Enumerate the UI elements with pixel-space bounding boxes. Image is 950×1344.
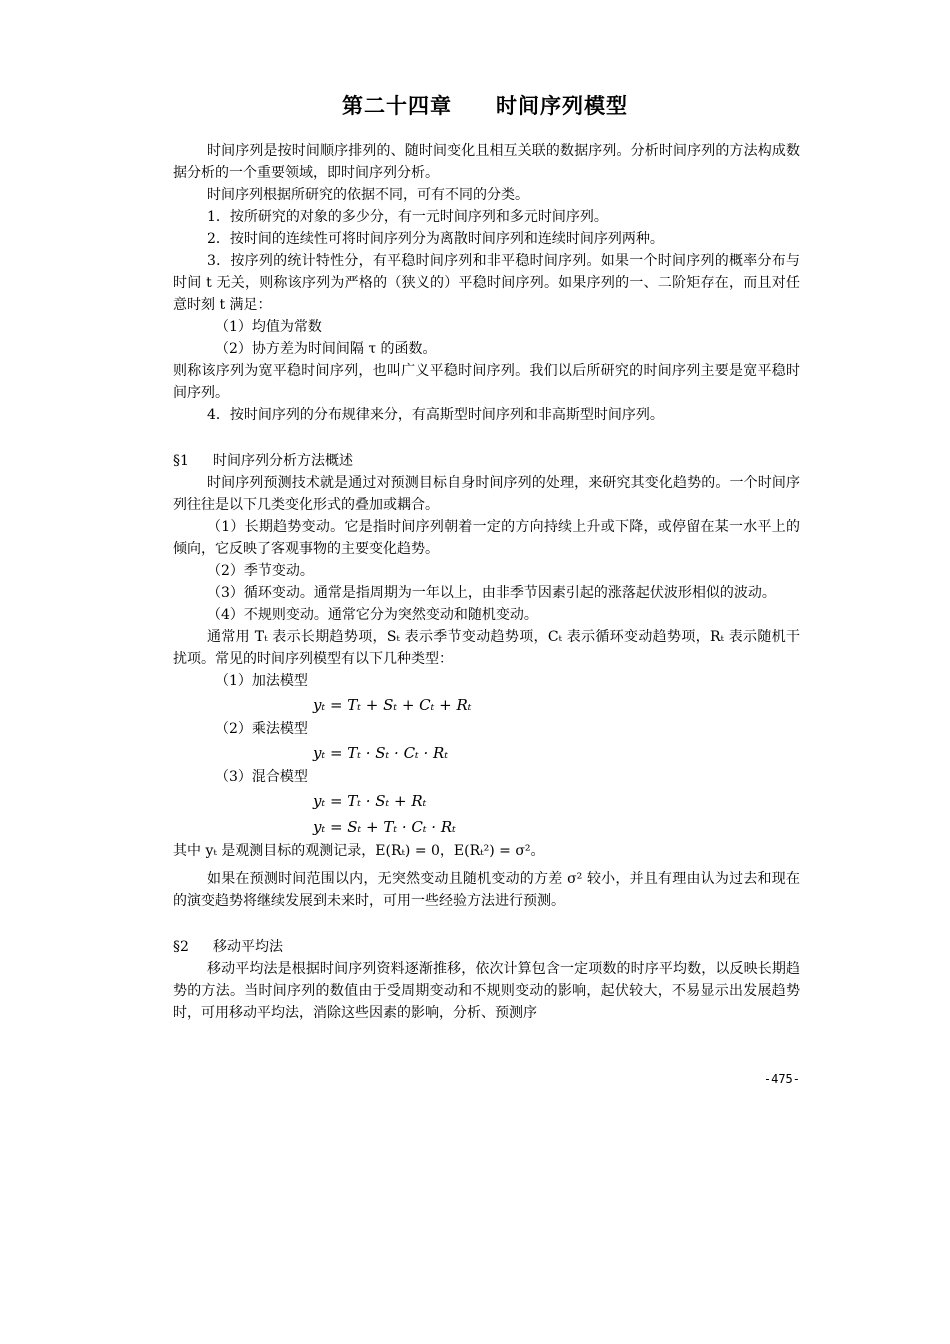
classification-item-2: 2．按时间的连续性可将时间序列分为离散时间序列和连续时间序列两种。 — [207, 231, 664, 247]
notation-paragraph: 通常用 Tₜ 表示长期趋势项，Sₜ 表示季节变动趋势项，Cₜ 表示循环变动趋势项，Rₜ 表示随机干扰项。常见的时间序列模型有以下几种类型： — [173, 629, 800, 667]
observation-note: 其中 yₜ 是观测目标的观测记录，E(Rₜ) = 0，E(Rₜ²) = σ²。 — [173, 843, 545, 859]
section-1-paragraph: 时间序列预测技术就是通过对预测目标自身时间序列的处理，来研究其变化趋势的。一个时间序列往往是以下几类变化形式的叠加或耦合。 — [173, 475, 800, 513]
section-2-heading — [173, 936, 800, 958]
variation-cyclic: （3）循环变动。通常是指周期为一年以上，由非季节因素引起的涨落起伏波形相似的波动。 — [207, 585, 776, 601]
wide-stationary-definition: 则称该序列为宽平稳时间序列，也叫广义平稳时间序列。我们以后所研究的时间序列主要是宽平稳时间序列。 — [173, 363, 800, 401]
section-1-heading — [173, 450, 800, 472]
additive-model-label: （1）加法模型 — [215, 673, 308, 689]
variation-irregular: （4）不规则变动。通常它分为突然变动和随机变动。 — [207, 607, 538, 623]
section-1-closing: 如果在预测时间范围以内，无突然变动且随机变动的方差 σ² 较小，并且有理由认为过去和现在的演变趋势将继续发展到未来时，可用一些经验方法进行预测。 — [173, 871, 800, 909]
page-number: -475- — [763, 1072, 800, 1086]
section-1-title: 时间序列分析方法概述 — [213, 453, 353, 469]
condition-2: （2）协方差为时间间隔 τ 的函数。 — [215, 341, 437, 357]
mixed-model-label: （3）混合模型 — [215, 769, 308, 785]
condition-1: （1）均值为常数 — [215, 319, 322, 335]
classification-item-1: 1．按所研究的对象的多少分，有一元时间序列和多元时间序列。 — [207, 209, 608, 225]
mixed-model-equation-1: yₜ = Tₜ · Sₜ + Rₜ — [313, 792, 427, 810]
additive-model-equation: yₜ = Tₜ + Sₜ + Cₜ + Rₜ — [313, 696, 472, 714]
classification-item-4: 4．按时间序列的分布规律来分，有高斯型时间序列和非高斯型时间序列。 — [207, 407, 664, 423]
variation-long-term: （1）长期趋势变动。它是指时间序列朝着一定的方向持续上升或下降，或停留在某一水平上的倾向，它反映了客观事物的主要变化趋势。 — [173, 519, 800, 557]
variation-seasonal: （2）季节变动。 — [207, 563, 314, 579]
section-2-paragraph: 移动平均法是根据时间序列资料逐渐推移，依次计算包含一定项数的时序平均数，以反映长期趋势的方法。当时间序列的数值由于受周期变动和不规则变动的影响，起伏较大，不易显示出发展趋势时，可用移动平均法，消除这些因素的影响，分析、预测序 — [173, 961, 800, 1021]
multiplicative-model-label: （2）乘法模型 — [215, 721, 308, 737]
chapter-title: 第二十四章 时间序列模型 — [342, 94, 628, 118]
classification-item-3: 3．按序列的统计特性分，有平稳时间序列和非平稳时间序列。如果一个时间序列的概率分布与时间 t 无关，则称该序列为严格的（狭义的）平稳时间序列。如果序列的一、二阶矩存在，而且对任意时刻 t 满足： — [173, 253, 800, 313]
section-1-number: §1 — [173, 453, 189, 469]
intro-paragraph-1: 时间序列是按时间顺序排列的、随时间变化且相互关联的数据序列。分析时间序列的方法构成数据分析的一个重要领域，即时间序列分析。 — [173, 143, 800, 181]
intro-paragraph-2: 时间序列根据所研究的依据不同，可有不同的分类。 — [207, 187, 529, 203]
mixed-model-equation-2: yₜ = Sₜ + Tₜ · Cₜ · Rₜ — [313, 818, 456, 836]
section-2-title: 移动平均法 — [213, 939, 283, 955]
section-2-number: §2 — [173, 939, 189, 955]
document-body — [173, 140, 800, 1024]
multiplicative-model-equation: yₜ = Tₜ · Sₜ · Cₜ · Rₜ — [313, 744, 449, 762]
